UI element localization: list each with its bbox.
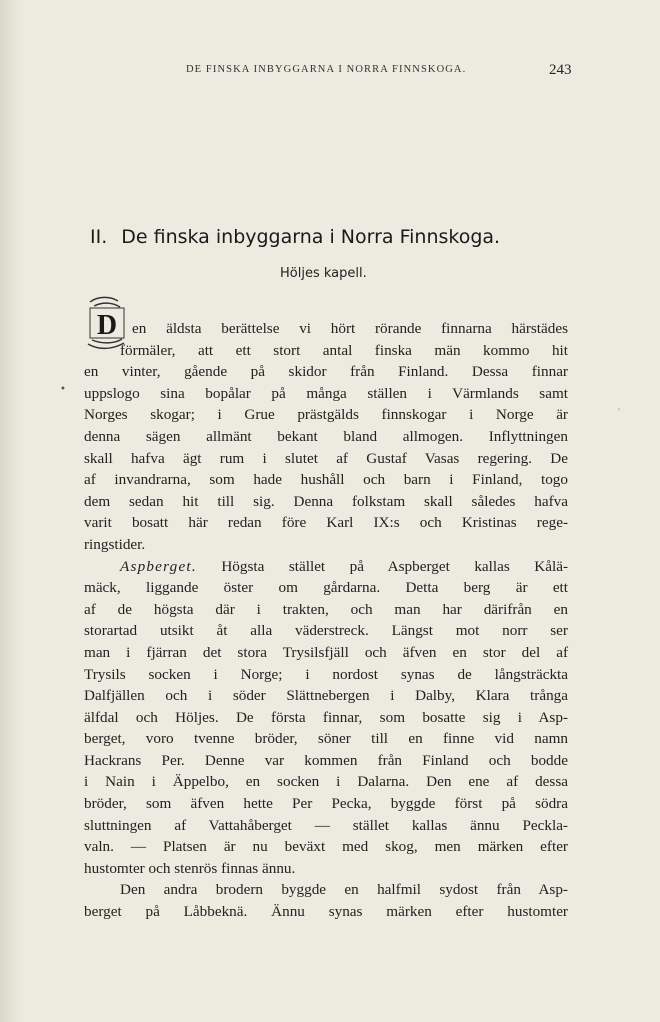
text-line: af invandrarna, som hade hushåll och barn i Finland, togo (84, 471, 568, 489)
text-line: man i fjärran det stora Trysilsfjäll och äfven en stor del af (84, 643, 568, 661)
text-line: Trysils socken i Norge; i nordost synas de långsträckta (84, 665, 568, 683)
text-line: varit bosatt här redan före Karl IX:s och Kristinas rege- (84, 514, 568, 532)
dropcap-letter: D (96, 310, 118, 341)
text-line-rest: Högsta stället på Aspberget kallas Kålä- (221, 557, 568, 575)
place-heading: Aspberget. (120, 557, 197, 575)
text-line: sluttningen af Vattahåberget — stället kallas ännu Peckla- (84, 816, 568, 834)
text-line: Den andra brodern byggde en halfmil sydost från Asp- (120, 881, 568, 899)
text-line: mäck, liggande öster om gårdarna. Detta berg är ett (84, 579, 568, 597)
text-line: uppslogo sina bopålar på många ställen i Värmlands samt (84, 384, 568, 402)
text-line (84, 556, 568, 578)
margin-mark: ′ (618, 408, 621, 419)
text-line: en äldsta berättelse vi hört rörande finnarna härstädes (132, 320, 568, 337)
text-line: hustomter och stenrös finnas ännu. (84, 859, 296, 877)
text-line: valn. — Platsen är nu beväxt med skog, men märken efter (84, 838, 568, 856)
text-line: berget på Låbbeknä. Ännu synas märken efter hustomter (84, 903, 568, 921)
running-head: DE FINSKA INBYGGARNA I NORRA FINNSKOGA. (186, 64, 467, 75)
margin-mark: • (60, 384, 66, 395)
section-title (90, 226, 500, 248)
text-line: bröder, som äfven hette Per Pecka, byggde först på södra (84, 795, 568, 813)
text-line: i Nain i Äppelbo, en socken i Dalarna. Den ene af dessa (84, 773, 568, 791)
text-line: Norges skogar; i Grue prästgälds finnskogar i Norge är (84, 406, 568, 424)
text-line: skall hafva ägt rum i slutet af Gustaf Vasas regering. De (84, 449, 568, 467)
text-line: dem sedan hit till sig. Denna folkstam skall således hafva (84, 492, 568, 510)
section-title-text: De finska inbyggarna i Norra Finnskoga. (121, 226, 501, 248)
text-line: en vinter, gående på skidor från Finland. Dessa finnar (84, 363, 568, 381)
text-line: berget, voro tvenne bröder, söner till en finne vid namn (84, 730, 568, 748)
text-line: älfdal och Höljes. De första finnar, som bosatte sig i Asp- (84, 708, 568, 726)
text-line: Hackrans Per. Denne var kommen från Finland och bodde (84, 751, 568, 769)
text-line: Dalfjällen och i söder Slättnebergen i Dalby, Klara trånga (84, 687, 568, 705)
chapel-subtitle: Höljes kapell. (280, 266, 367, 281)
section-number: II. (90, 226, 108, 248)
text-line: ringstider. (84, 535, 146, 553)
page-number: 243 (549, 62, 572, 78)
text-line: denna sägen allmänt bekant bland allmogen. Inflyttningen (84, 427, 568, 445)
text-line: förmäler, att ett stort antal finska män kommo hit (120, 341, 568, 359)
text-line: af de högsta där i trakten, och man har därifrån en (84, 600, 568, 618)
body-text (84, 318, 568, 923)
text-line: storartad utsikt åt alla väderstreck. Längst mot norr ser (84, 622, 568, 640)
